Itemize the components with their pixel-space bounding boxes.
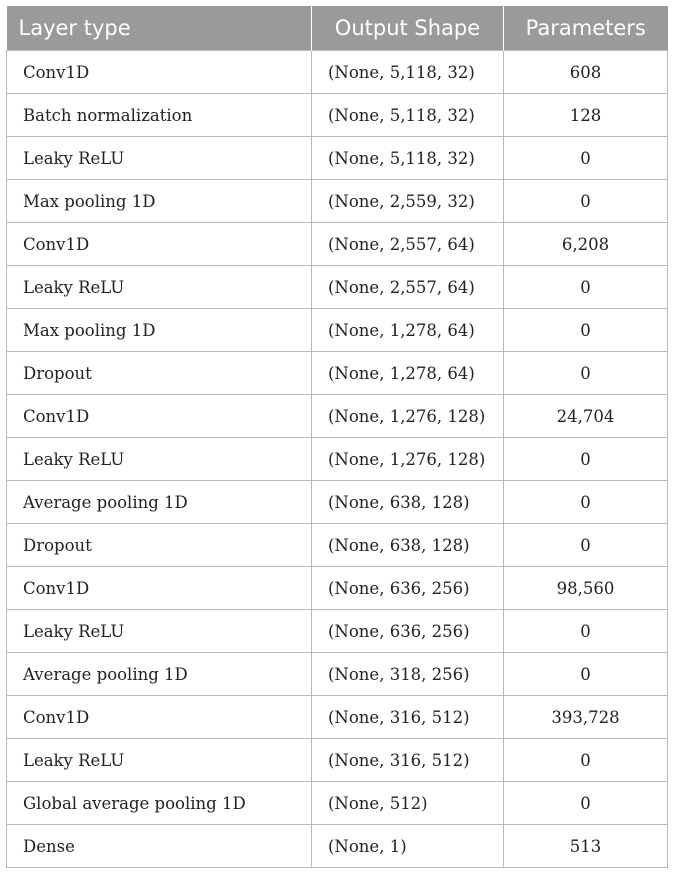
table-row: [7, 481, 668, 524]
parameters-cell: 0: [504, 782, 668, 825]
output-shape-cell: (None, 1,276, 128): [312, 438, 504, 481]
output-shape-cell: (None, 5,118, 32): [312, 94, 504, 137]
output-shape-cell: (None, 5,118, 32): [312, 137, 504, 180]
parameters-cell: 393,728: [504, 696, 668, 739]
layer-type-cell: Conv1D: [7, 567, 312, 610]
parameters-cell: 0: [504, 610, 668, 653]
table-row: [7, 653, 668, 696]
parameters-cell: 98,560: [504, 567, 668, 610]
table-row: [7, 438, 668, 481]
output-shape-cell: (None, 638, 128): [312, 524, 504, 567]
table-row: [7, 352, 668, 395]
output-shape-cell: (None, 5,118, 32): [312, 51, 504, 94]
output-shape-cell: (None, 2,557, 64): [312, 223, 504, 266]
parameters-cell: 0: [504, 309, 668, 352]
layer-type-cell: Leaky ReLU: [7, 739, 312, 782]
parameters-cell: 6,208: [504, 223, 668, 266]
layer-type-cell: Dropout: [7, 524, 312, 567]
header-output-shape: Output Shape: [312, 6, 504, 51]
table-row: [7, 266, 668, 309]
parameters-cell: 128: [504, 94, 668, 137]
table-row: [7, 223, 668, 266]
table-row: [7, 395, 668, 438]
layer-type-cell: Leaky ReLU: [7, 137, 312, 180]
parameters-cell: 0: [504, 180, 668, 223]
output-shape-cell: (None, 1): [312, 825, 504, 868]
layer-type-cell: Conv1D: [7, 395, 312, 438]
layer-type-cell: Max pooling 1D: [7, 309, 312, 352]
table-row: [7, 94, 668, 137]
layer-table-container: [6, 6, 667, 868]
layer-type-cell: Leaky ReLU: [7, 266, 312, 309]
layer-type-cell: Dropout: [7, 352, 312, 395]
output-shape-cell: (None, 512): [312, 782, 504, 825]
layer-type-cell: Batch normalization: [7, 94, 312, 137]
table-row: [7, 180, 668, 223]
table-row: [7, 739, 668, 782]
table-row: [7, 309, 668, 352]
output-shape-cell: (None, 318, 256): [312, 653, 504, 696]
output-shape-cell: (None, 316, 512): [312, 739, 504, 782]
output-shape-cell: (None, 2,559, 32): [312, 180, 504, 223]
output-shape-cell: (None, 1,276, 128): [312, 395, 504, 438]
layer-type-cell: Leaky ReLU: [7, 438, 312, 481]
layer-type-cell: Conv1D: [7, 51, 312, 94]
table-row: [7, 137, 668, 180]
table-row: [7, 696, 668, 739]
parameters-cell: 0: [504, 739, 668, 782]
parameters-cell: 0: [504, 653, 668, 696]
layer-table: [6, 6, 668, 868]
table-row: [7, 567, 668, 610]
output-shape-cell: (None, 1,278, 64): [312, 352, 504, 395]
output-shape-cell: (None, 638, 128): [312, 481, 504, 524]
layer-type-cell: Global average pooling 1D: [7, 782, 312, 825]
layer-type-cell: Dense: [7, 825, 312, 868]
parameters-cell: 0: [504, 137, 668, 180]
table-row: [7, 610, 668, 653]
layer-type-cell: Average pooling 1D: [7, 653, 312, 696]
output-shape-cell: (None, 2,557, 64): [312, 266, 504, 309]
parameters-cell: 0: [504, 481, 668, 524]
parameters-cell: 513: [504, 825, 668, 868]
parameters-cell: 0: [504, 352, 668, 395]
parameters-cell: 0: [504, 266, 668, 309]
parameters-cell: 0: [504, 438, 668, 481]
table-row: [7, 782, 668, 825]
layer-type-cell: Conv1D: [7, 223, 312, 266]
header-layer-type: Layer type: [7, 6, 312, 51]
header-row: [7, 6, 668, 51]
layer-type-cell: Conv1D: [7, 696, 312, 739]
header-parameters: Parameters: [504, 6, 668, 51]
parameters-cell: 24,704: [504, 395, 668, 438]
output-shape-cell: (None, 1,278, 64): [312, 309, 504, 352]
table-row: [7, 825, 668, 868]
output-shape-cell: (None, 636, 256): [312, 567, 504, 610]
layer-type-cell: Leaky ReLU: [7, 610, 312, 653]
table-body: [7, 51, 668, 868]
table-header: [7, 6, 668, 51]
parameters-cell: 608: [504, 51, 668, 94]
parameters-cell: 0: [504, 524, 668, 567]
table-row: [7, 524, 668, 567]
table-row: [7, 51, 668, 94]
output-shape-cell: (None, 316, 512): [312, 696, 504, 739]
layer-type-cell: Average pooling 1D: [7, 481, 312, 524]
output-shape-cell: (None, 636, 256): [312, 610, 504, 653]
layer-type-cell: Max pooling 1D: [7, 180, 312, 223]
